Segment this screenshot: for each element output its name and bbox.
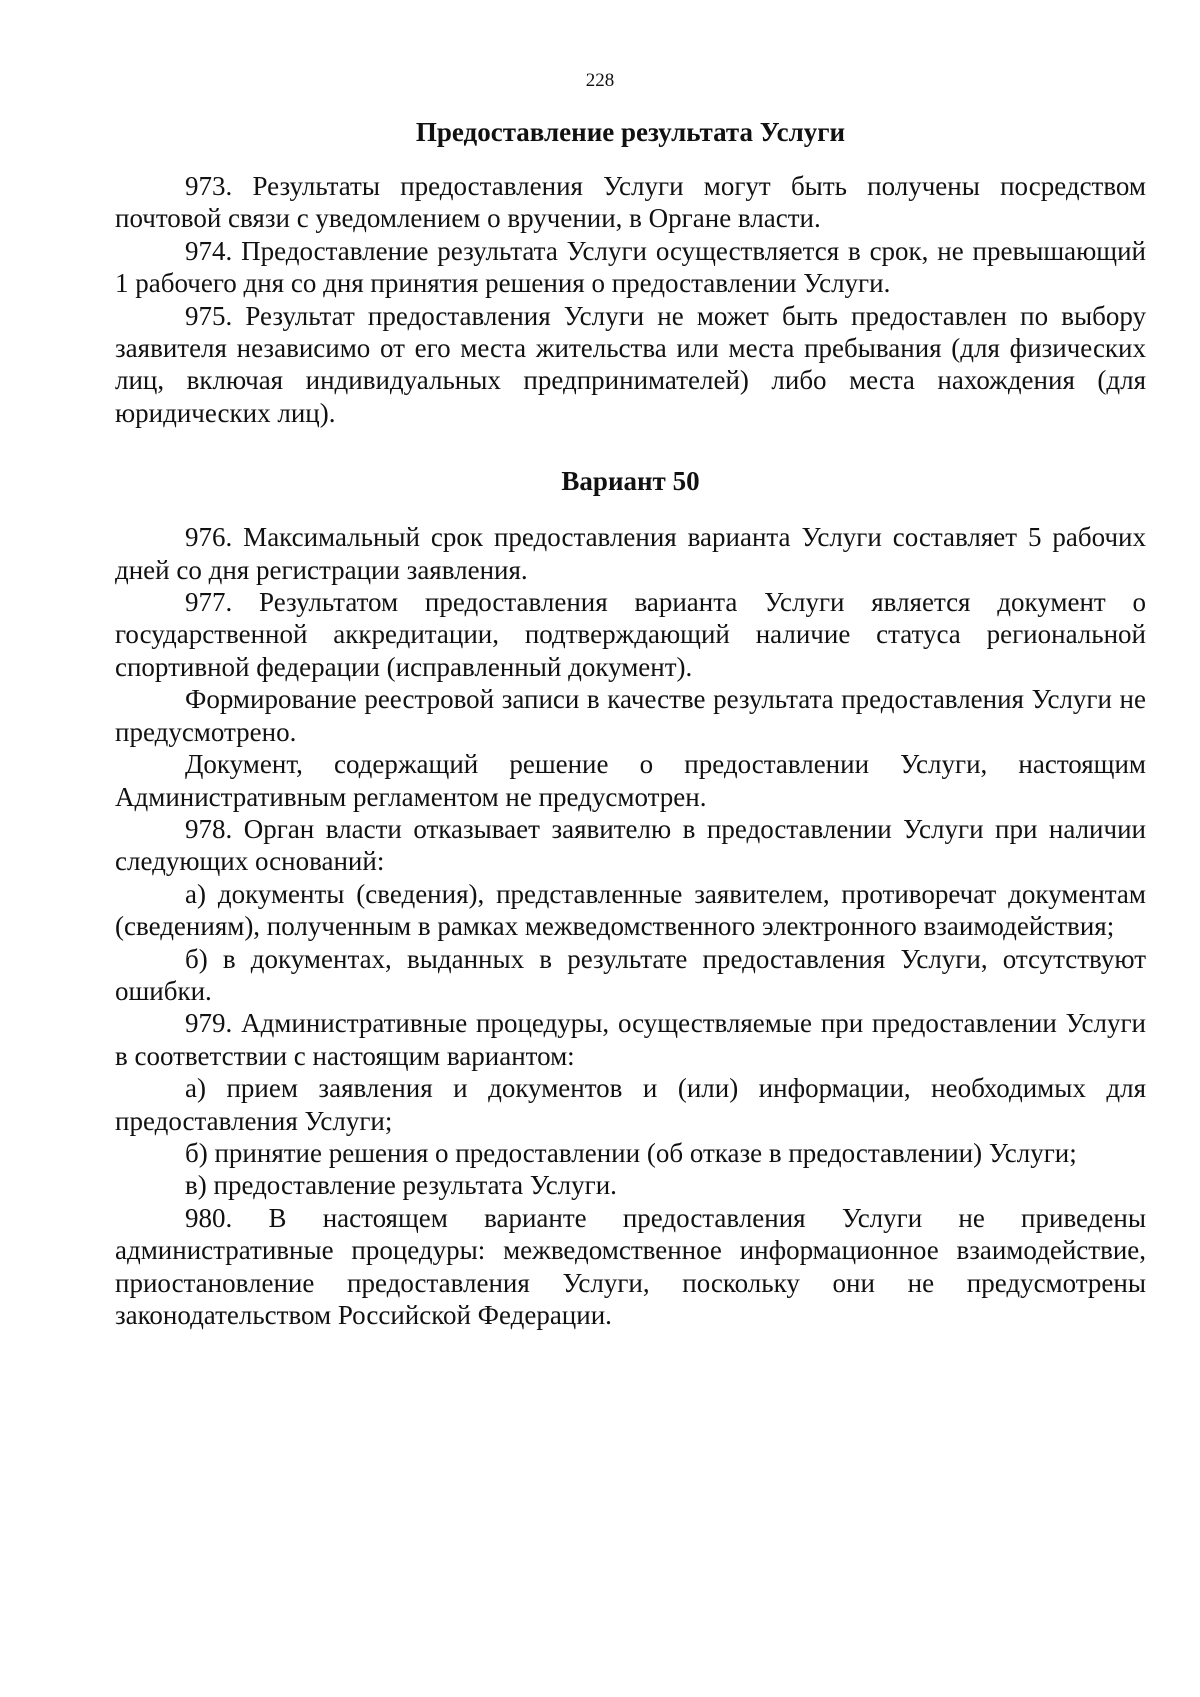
paragraph-980: 980. В настоящем варианте предоставления Услуги не приведены административные процедуры: межведомственное информационное взаимодействие, приостановление предоставления Услуги, поскольку они не предусмотрены законодательством Российской Федерации. (115, 1202, 1146, 1330)
paragraph-976: 976. Максимальный срок предоставления варианта Услуги составляет 5 рабочих дней со дня регистрации заявления. (115, 522, 1146, 585)
paragraph-977-decision-doc: Документ, содержащий решение о предоставлении Услуги, настоящим Административным регламентом не предусмотрен. (115, 749, 1146, 812)
paragraph-977: 977. Результатом предоставления варианта Услуги является документ о государственной аккредитации, подтверждающий наличие статуса региональной спортивной федерации (исправленный документ). (115, 587, 1146, 682)
document-body (115, 116, 1146, 1331)
list-item-978-b: б) в документах, выданных в результате предоставления Услуги, отсутствуют ошибки. (115, 943, 1146, 1006)
list-item-979-v: в) предоставление результата Услуги. (185, 1170, 617, 1201)
section-title-variant-50: Вариант 50 (561, 466, 700, 497)
list-item-979-a: а) прием заявления и документов и (или) информации, необходимых для предоставления Услуги; (115, 1073, 1146, 1136)
paragraph-974: 974. Предоставление результата Услуги осуществляется в срок, не превышающий 1 рабочего дня со дня принятия решения о предоставлении Услуги. (115, 235, 1146, 299)
paragraph-978: 978. Орган власти отказывает заявителю в предоставлении Услуги при наличии следующих оснований: (115, 813, 1146, 877)
list-item-979-b: б) принятие решения о предоставлении (об отказе в предоставлении) Услуги; (185, 1137, 1077, 1168)
section-title-result: Предоставление результата Услуги (415, 117, 846, 147)
paragraph-979: 979. Административные процедуры, осуществляемые при предоставлении Услуги в соответствии с настоящим вариантом: (115, 1008, 1146, 1071)
page-number: 228 (585, 70, 615, 91)
paragraph-975: 975. Результат предоставления Услуги не может быть предоставлен по выбору заявителя независимо от его места жительства или места пребывания (для физических лиц, включая индивидуальных предпринимателей) либо места нахождения (для юридических лиц). (115, 300, 1146, 428)
paragraph-977-registry: Формирование реестровой записи в качестве результата предоставления Услуги не предусмотрено. (115, 684, 1146, 747)
list-item-978-a: а) документы (сведения), представленные заявителем, противоречат документам (сведениям), полученным в рамках межведомственного электронного взаимодействия; (115, 878, 1146, 942)
paragraph-973: 973. Результаты предоставления Услуги могут быть получены посредством почтовой связи с уведомлением о вручении, в Органе власти. (115, 171, 1146, 234)
